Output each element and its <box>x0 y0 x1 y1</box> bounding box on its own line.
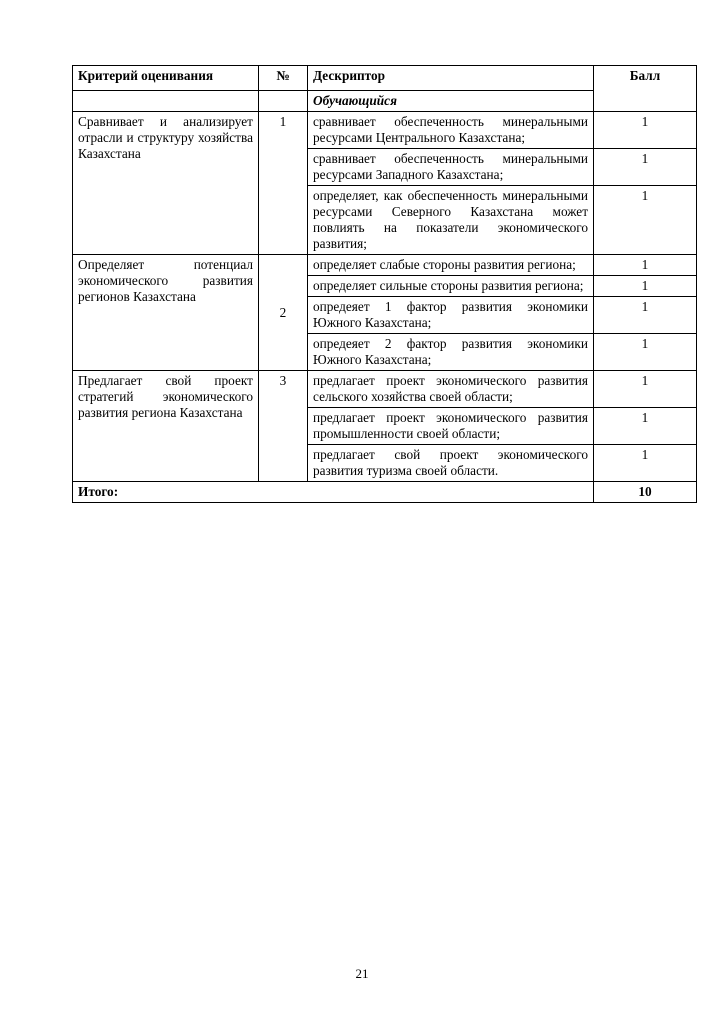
assessment-rubric-table <box>72 65 697 503</box>
descriptor-cell: предлагает проект экономического развития сельского хозяйства своей области; <box>308 371 594 408</box>
descriptor-cell: опредеяет 2 фактор развития экономики Южного Казахстана; <box>308 334 594 371</box>
score-cell: 1 <box>594 112 697 149</box>
total-label: Итого: <box>73 482 594 503</box>
criterion-number: 3 <box>259 371 308 482</box>
subheader-empty-number <box>259 91 308 112</box>
subheader-empty-criterion <box>73 91 259 112</box>
score-cell: 1 <box>594 149 697 186</box>
table-row <box>73 112 697 149</box>
descriptor-cell: определяет сильные стороны развития региона; <box>308 276 594 297</box>
subheader-learner: Обучающийся <box>308 91 594 112</box>
descriptor-cell: сравнивает обеспеченность минеральными ресурсами Западного Казахстана; <box>308 149 594 186</box>
descriptor-cell: определяет слабые стороны развития региона; <box>308 255 594 276</box>
total-score: 10 <box>594 482 697 503</box>
score-cell: 1 <box>594 276 697 297</box>
header-row <box>73 66 697 91</box>
descriptor-cell: определяет, как обеспеченность минеральными ресурсами Северного Казахстана может повлиять на показатели экономического развития; <box>308 186 594 255</box>
header-descriptor: Дескриптор <box>308 66 594 91</box>
criterion-number: 1 <box>259 112 308 255</box>
descriptor-cell: предлагает проект экономического развития промышленности своей области; <box>308 408 594 445</box>
score-cell: 1 <box>594 297 697 334</box>
score-cell: 1 <box>594 334 697 371</box>
table-row <box>73 255 697 276</box>
score-cell: 1 <box>594 408 697 445</box>
score-cell: 1 <box>594 186 697 255</box>
header-criterion: Критерий оценивания <box>73 66 259 91</box>
criterion-cell: Предлагает свой проект стратегий экономического развития региона Казахстана <box>73 371 259 482</box>
descriptor-cell: опредеяет 1 фактор развития экономики Южного Казахстана; <box>308 297 594 334</box>
total-row <box>73 482 697 503</box>
descriptor-cell: сравнивает обеспеченность минеральными ресурсами Центрального Казахстана; <box>308 112 594 149</box>
criterion-number: 2 <box>259 255 308 371</box>
header-score: Балл <box>594 66 697 112</box>
header-number: № <box>259 66 308 91</box>
score-cell: 1 <box>594 371 697 408</box>
score-cell: 1 <box>594 255 697 276</box>
criterion-cell: Определяет потенциал экономического развития регионов Казахстана <box>73 255 259 371</box>
page-number: 21 <box>355 966 369 981</box>
descriptor-cell: предлагает свой проект экономического развития туризма своей области. <box>308 445 594 482</box>
criterion-cell: Сравнивает и анализирует отрасли и структуру хозяйства Казахстана <box>73 112 259 255</box>
score-cell: 1 <box>594 445 697 482</box>
table-row <box>73 371 697 408</box>
